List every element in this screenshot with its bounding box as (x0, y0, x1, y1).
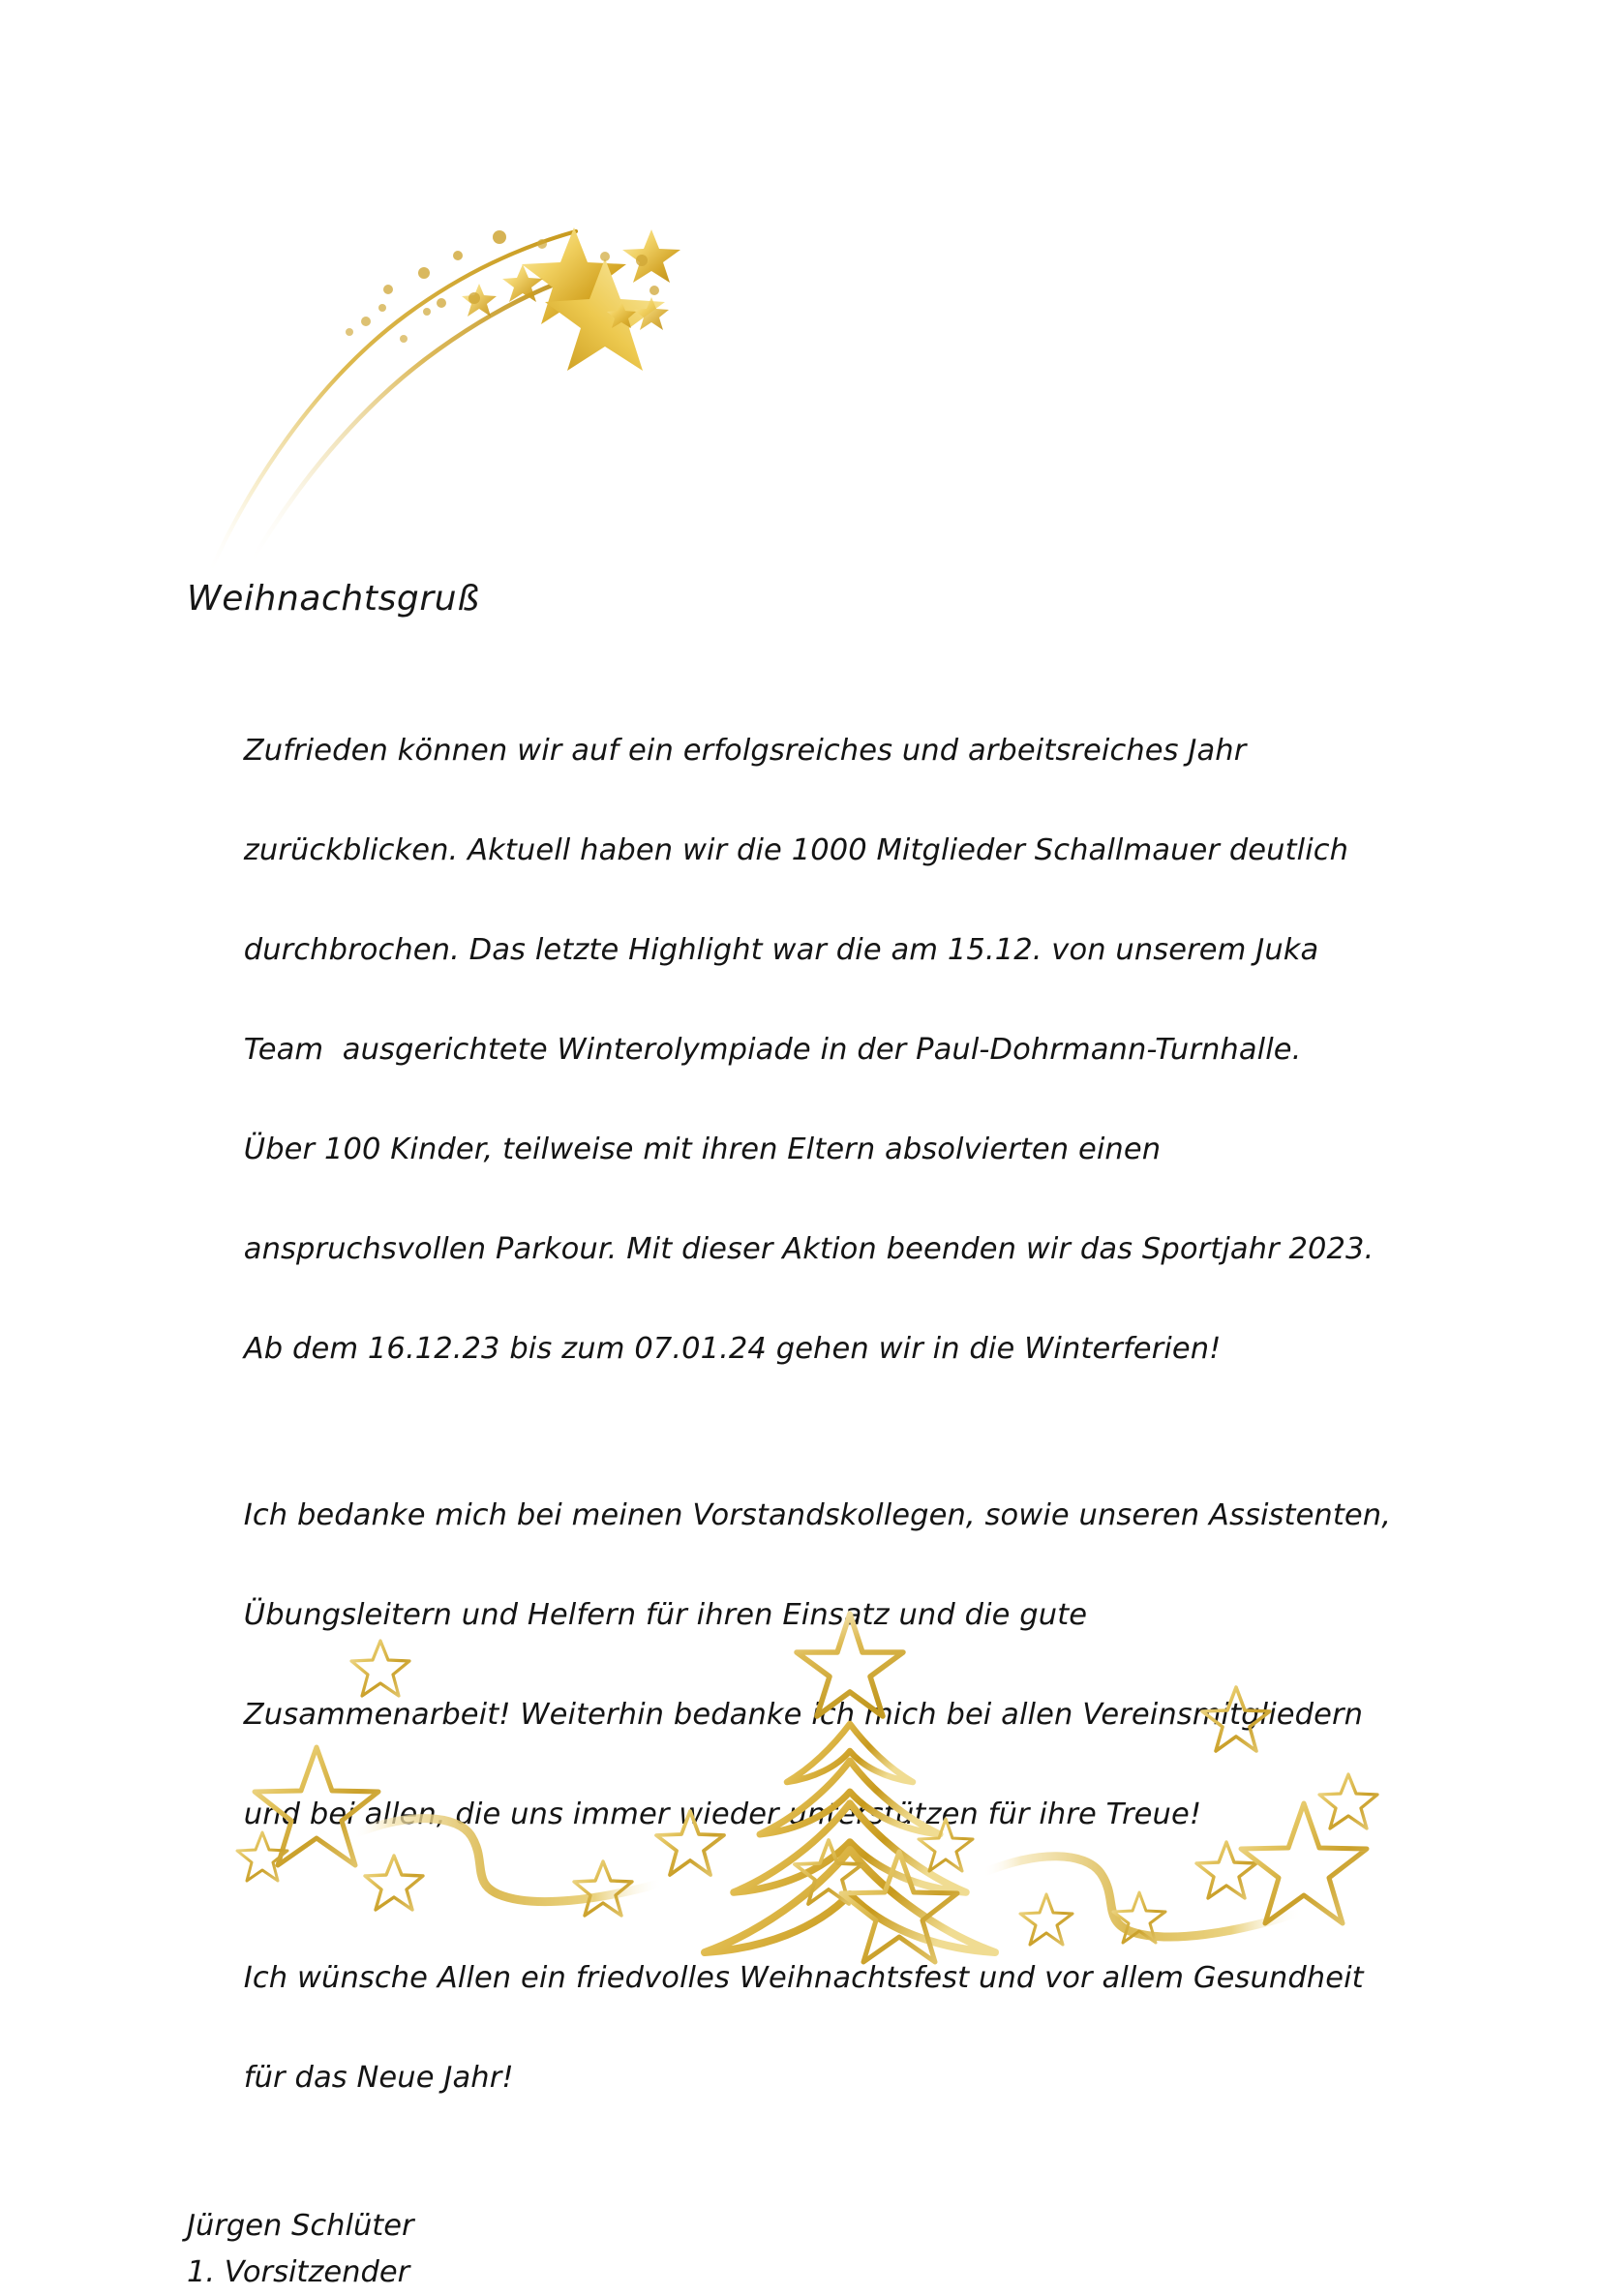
paragraph-line: Ich wünsche Allen ein friedvolles Weihnachtsfest und vor allem Gesundheit (243, 1960, 1364, 1995)
paragraph-line: Team ausgerichtete Winterolympiade in der Paul-Dohrmann-Turnhalle. (243, 1032, 1302, 1067)
paragraph-wishes (187, 1903, 1435, 2153)
paragraph-line: durchbrochen. Das letzte Highlight war die am 15.12. von unserem Juka (243, 932, 1319, 967)
shooting-star-ornament (189, 169, 692, 586)
shooting-star-sparkle-dots (346, 230, 659, 343)
paragraph-line: Über 100 Kinder, teilweise mit ihren Eltern absolvierten einen (243, 1132, 1162, 1166)
page-title: Weihnachtsgruß (187, 579, 480, 619)
shooting-star-trail-inner (249, 270, 595, 566)
signature-role: 1. Vorsitzender (187, 2254, 410, 2289)
paragraph-line: Ab dem 16.12.23 bis zum 07.01.24 gehen wir in die Winterferien! (243, 1331, 1222, 1366)
shooting-star-trail-outer (208, 231, 576, 576)
shooting-star-main-star (522, 227, 626, 324)
paragraph-line: anspruchsvollen Parkour. Mit dieser Aktion beenden wir das Sportjahr 2023. (243, 1231, 1374, 1266)
paragraph-line: zurückblicken. Aktuell haben wir die 1000 Mitglieder Schallmauer deutlich (243, 832, 1349, 867)
paragraph-intro (187, 676, 1435, 1424)
paragraph-line: Zufrieden können wir auf ein erfolgsreiches und arbeitsreiches Jahr (243, 733, 1247, 768)
paragraph-line: Ich bedanke mich bei meinen Vorstandskollegen, sowie unseren Assistenten, (243, 1498, 1392, 1532)
paragraph-line: für das Neue Jahr! (243, 2060, 514, 2095)
signature-name: Jürgen Schlüter (187, 2208, 414, 2243)
shooting-star-small-stars (462, 229, 680, 330)
paragraph-line: und bei allen, die uns immer wieder unterstützen für ihre Treue! (243, 1798, 1202, 1831)
paragraph-line: Zusammenarbeit! Weiterhin bedanke ich mich bei allen Vereinsmitgliedern (243, 1698, 1364, 1732)
signature-block (187, 2203, 1435, 2296)
shooting-star-secondary-star (545, 258, 665, 371)
paragraph-thanks (187, 1441, 1435, 1890)
paragraph-line: Übungsleitern und Helfern für ihren Einsatz und die gute (243, 1598, 1088, 1632)
letter-body (187, 577, 1435, 2296)
